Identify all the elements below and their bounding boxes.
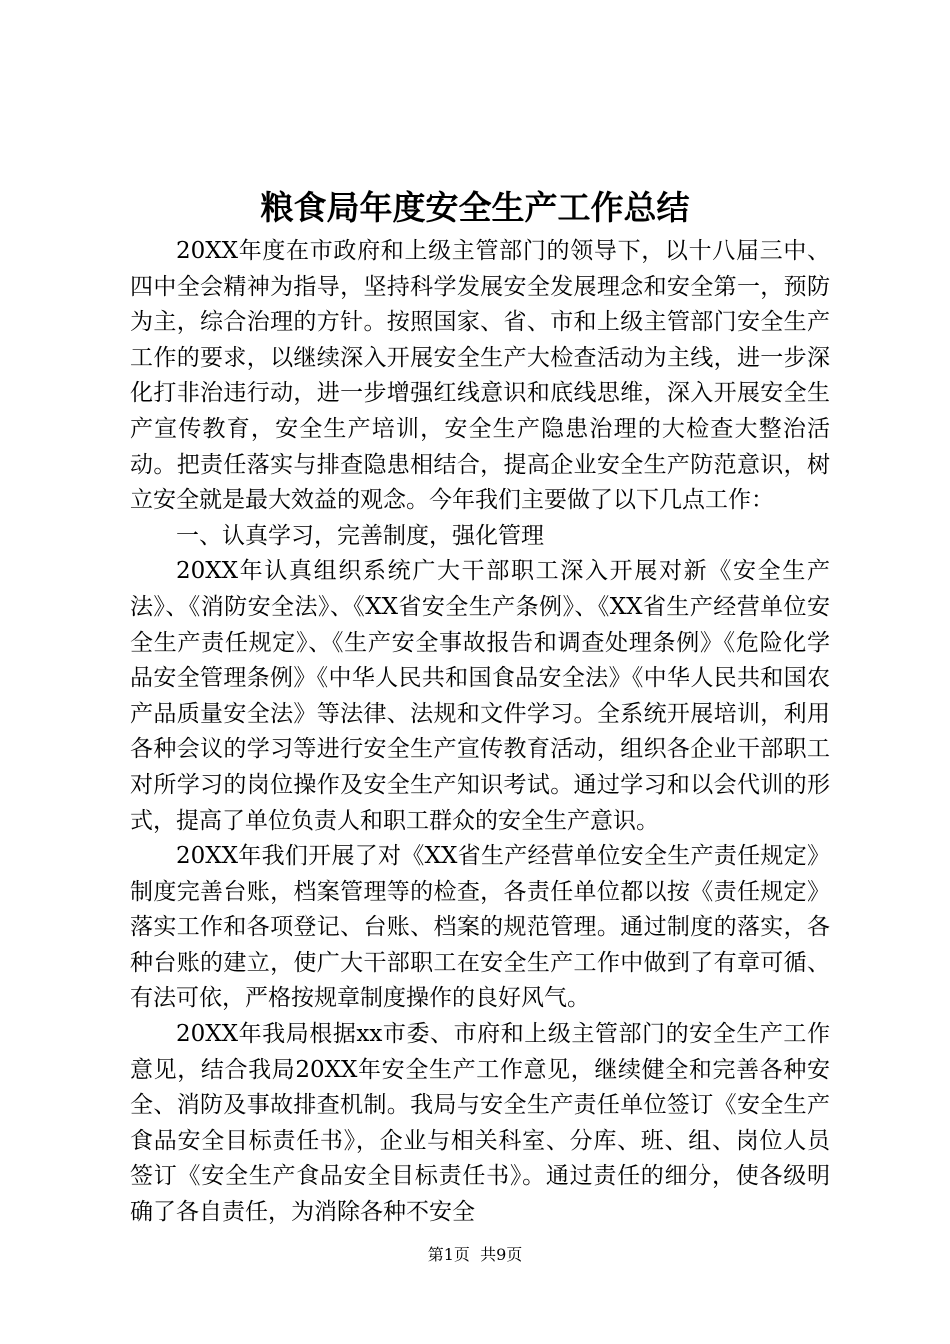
document-title: 粮食局年度安全生产工作总结 (260, 188, 690, 227)
page-number: 第1页 (427, 1245, 470, 1264)
section-heading-1: 一、认真学习，完善制度，强化管理 (176, 522, 544, 549)
document-body (130, 234, 830, 1231)
paragraph-intro: 20XX年度在市政府和上级主管部门的领导下，以十八届三中、四中全会精神为指导，坚持科学发展安全发展理念和安全第一，预防为主，综合治理的方针。按照国家、省、市和上级主管部门安全生产工作的要求，以继续深入开展安全生产大检查活动为主线，进一步深化打非治违行动，进一步增强红线意识和底线思维，深入开展安全生产宣传教育，安全生产培训，安全生产隐患治理的大检查大整治活动。把责任落实与排查隐患相结合，提高企业安全生产防范意识，树立安全就是最大效益的观念。今年我们主要做了以下几点工作： (130, 238, 830, 514)
paragraph-study: 20XX年认真组织系统广大干部职工深入开展对新《安全生产法》、《消防安全法》、《XX省安全生产条例》、《XX省生产经营单位安全生产责任规定》、《生产安全事故报告和调查处理条例》《危险化学品安全管理条例》《中华人民共和国食品安全法》《中华人民共和国农产品质量安全法》等法律、法规和文件学习。全系统开展培训，利用各种会议的学习等进行安全生产宣传教育活动，组织各企业干部职工对所学习的岗位操作及安全生产知识考试。通过学习和以会代训的形式，提高了单位负责人和职工群众的安全生产意识。 (130, 558, 830, 834)
paragraph-responsibility: 20XX年我局根据xx市委、市府和上级主管部门的安全生产工作意见，结合我局20XX年安全生产工作意见，继续健全和完善各种安全、消防及事故排查机制。我局与安全生产责任单位签订《安全生产食品安全目标责任书》，企业与相关科室、分库、班、组、岗位人员签订《安全生产食品安全目标责任书》。通过责任的细分，使各级明确了各自责任，为消除各种不安全 (130, 1021, 830, 1226)
page-footer (0, 1244, 950, 1266)
page-total: 共9页 (480, 1245, 523, 1264)
paragraph-system: 20XX年我们开展了对《XX省生产经营单位安全生产责任规定》制度完善台账，档案管理等的检查，各责任单位都以按《责任规定》落实工作和各项登记、台账、档案的规范管理。通过制度的落实，各种台账的建立，使广大干部职工在安全生产工作中做到了有章可循、有法可依，严格按规章制度操作的良好风气。 (130, 843, 830, 1012)
footer-gap (470, 1245, 480, 1264)
